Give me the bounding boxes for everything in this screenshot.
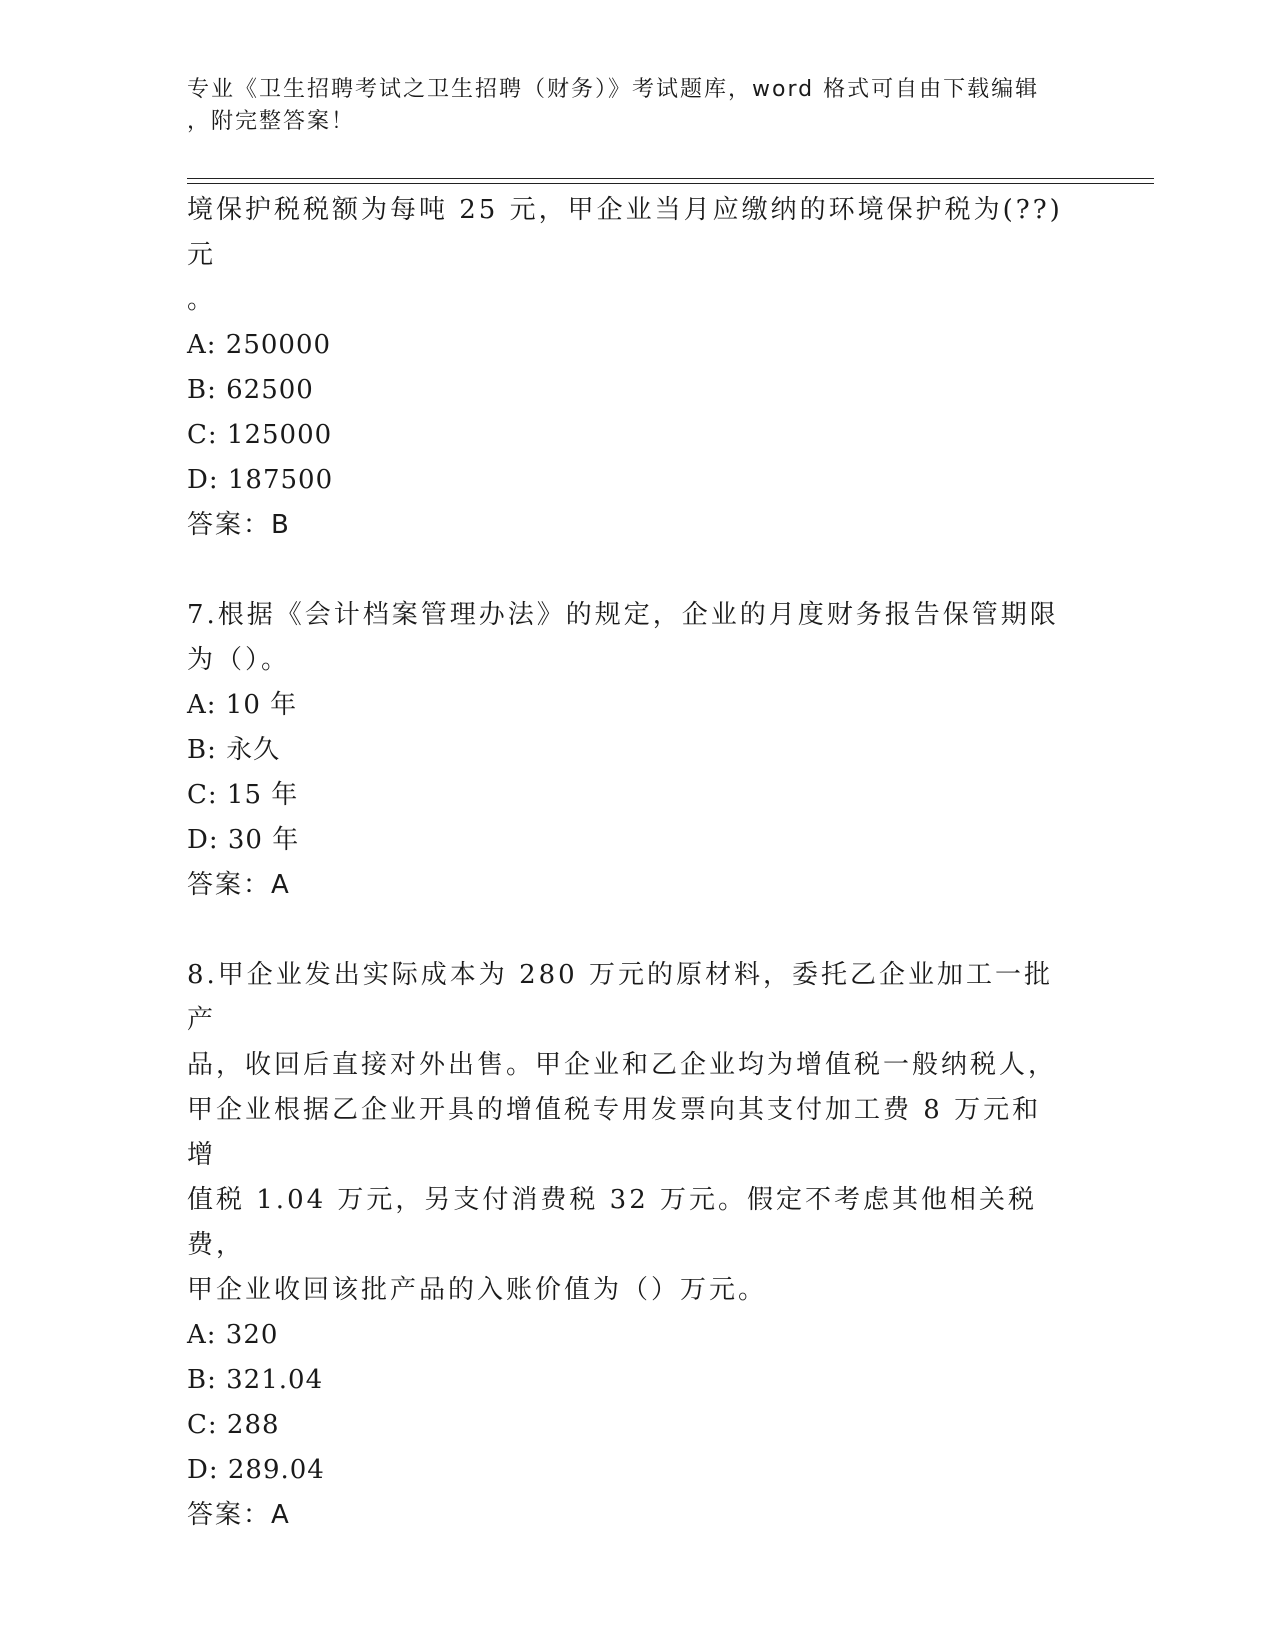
- option-a: A: 320: [187, 1320, 279, 1350]
- option-c: C: 125000: [187, 420, 333, 450]
- option-b: B: 62500: [187, 375, 314, 405]
- question-text: 甲企业根据乙企业开具的增值税专用发票向其支付加工费 8 万元和增: [187, 1095, 1042, 1170]
- header-divider-top: [187, 178, 1154, 179]
- question-text: 境保护税税额为每吨 25 元，甲企业当月应缴纳的环境保护税为(??)元: [187, 195, 1063, 270]
- spacer: [187, 908, 1067, 953]
- option-c: C: 15 年: [187, 780, 299, 810]
- header-line-1: 专业《卫生招聘考试之卫生招聘（财务）》考试题库，word 格式可自由下载编辑: [187, 77, 1040, 102]
- question-list: [187, 188, 1067, 1538]
- answer: 答案：B: [187, 510, 291, 540]
- question-text: 8.甲企业发出实际成本为 280 万元的原材料，委托乙企业加工一批产: [187, 960, 1053, 1035]
- answer: 答案：A: [187, 1500, 291, 1530]
- question-block: [187, 188, 1067, 548]
- question-text: 。: [187, 285, 217, 315]
- option-a: A: 250000: [187, 330, 332, 360]
- question-block: [187, 953, 1067, 1538]
- document-header: [187, 74, 1087, 138]
- option-c: C: 288: [187, 1410, 280, 1440]
- header-divider-bottom: [187, 183, 1154, 184]
- question-text: 7.根据《会计档案管理办法》的规定，企业的月度财务报告保管期限: [187, 600, 1059, 630]
- option-d: D: 187500: [187, 465, 334, 495]
- question-text: 甲企业收回该批产品的入账价值为（）万元。: [187, 1275, 768, 1305]
- option-b: B: 321.04: [187, 1365, 324, 1395]
- question-text: 为（）。: [187, 645, 291, 675]
- spacer: [187, 548, 1067, 593]
- question-block: [187, 593, 1067, 908]
- option-a: A: 10 年: [187, 690, 298, 720]
- question-text: 品，收回后直接对外出售。甲企业和乙企业均为增值税一般纳税人，: [187, 1050, 1058, 1080]
- header-line-2: ，附完整答案！: [187, 109, 356, 134]
- question-text: 值税 1.04 万元，另支付消费税 32 万元。假定不考虑其他相关税费，: [187, 1185, 1038, 1260]
- answer: 答案：A: [187, 870, 291, 900]
- option-d: D: 30 年: [187, 825, 300, 855]
- option-d: D: 289.04: [187, 1455, 325, 1485]
- option-b: B: 永久: [187, 735, 281, 765]
